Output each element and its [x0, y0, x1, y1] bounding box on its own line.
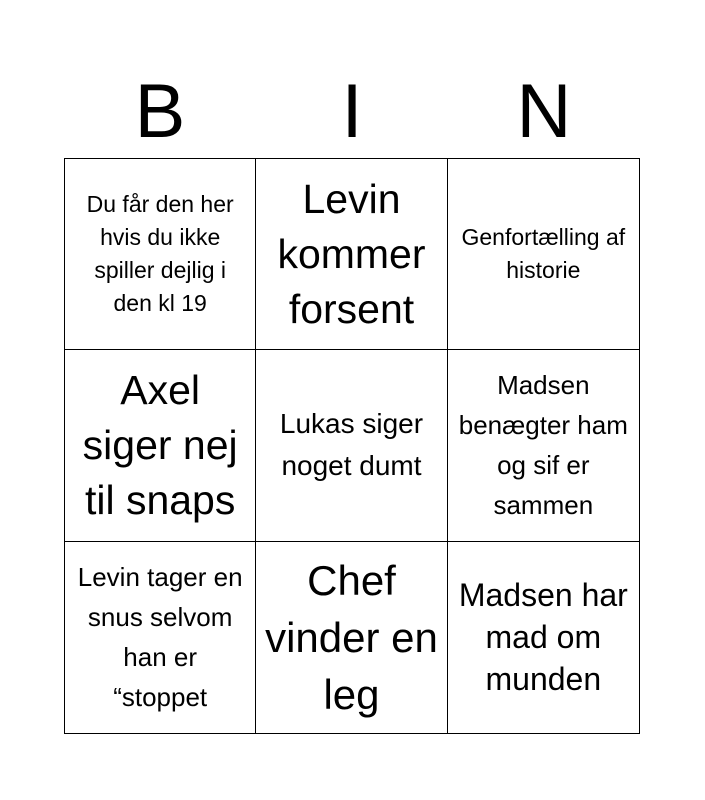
- bingo-cell[interactable]: [65, 542, 256, 733]
- bingo-cell-text: Madsen benægter ham og sif er sammen: [458, 370, 628, 521]
- bingo-cell-text: Genfortælling af historie: [461, 224, 626, 284]
- bingo-cell[interactable]: [256, 159, 447, 350]
- bingo-cell[interactable]: [256, 350, 447, 541]
- header-letter-n: N: [516, 69, 572, 154]
- bingo-cell[interactable]: [256, 542, 447, 733]
- bingo-cell[interactable]: [448, 542, 639, 733]
- bingo-cell[interactable]: [448, 350, 639, 541]
- bingo-cell-text: Levin kommer forsent: [277, 175, 426, 332]
- bingo-cell[interactable]: [65, 350, 256, 541]
- bingo-board: [64, 158, 640, 734]
- bingo-cell-text: Lukas siger noget dumt: [279, 408, 424, 482]
- bingo-cell[interactable]: [448, 159, 639, 350]
- bingo-cell[interactable]: [65, 159, 256, 350]
- bingo-cell-text: Axel siger nej til snaps: [82, 366, 238, 523]
- header-letter-b: B: [134, 69, 186, 154]
- bingo-cell-text: Madsen har mad om munden: [458, 577, 628, 698]
- header-letter-i: I: [341, 69, 363, 154]
- bingo-cell-text: Chef vinder en leg: [265, 556, 438, 718]
- bingo-cell-text: Du får den her hvis du ikke spiller dejlig i den kl 19: [86, 191, 234, 317]
- bingo-cell-text: Levin tager en snus selvom han er “stoppet: [77, 562, 243, 713]
